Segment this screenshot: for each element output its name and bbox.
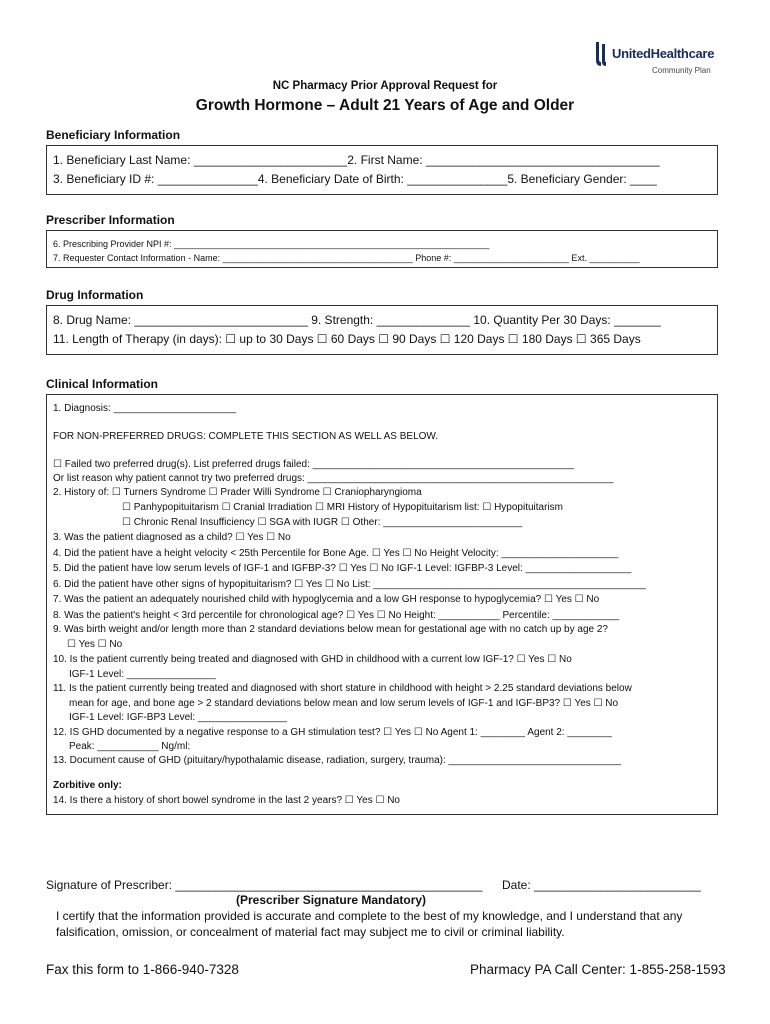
zorbitive-heading: Zorbitive only:	[53, 780, 122, 791]
clinical-q8[interactable]: 8. Was the patient's height < 3rd percentile for chronological age? ☐ Yes ☐ No Height: ___________ Percentile: ____________	[53, 610, 620, 621]
clinical-q10-igf[interactable]: IGF-1 Level: ________________	[69, 669, 216, 680]
clinical-q10[interactable]: 10. Is the patient currently being treated and diagnosed with GHD in childhood with a current low IGF-1? ☐ Yes ☐ No	[53, 654, 572, 665]
drug-box	[46, 305, 718, 355]
clinical-failed-drugs[interactable]: ☐ Failed two preferred drug(s). List preferred drugs failed: _______________________________________________	[53, 459, 575, 470]
prescriber-line-2[interactable]: 7. Requester Contact Information - Name: ______________________________________ Phone #: _______________________ Ext. __________	[53, 253, 640, 263]
clinical-q13[interactable]: 13. Document cause of GHD (pituitary/hypothalamic disease, radiation, surgery, trauma): _______________________________	[53, 755, 621, 766]
clinical-history-3[interactable]: ☐ Chronic Renal Insufficiency ☐ SGA with IUGR ☐ Other: _________________________	[122, 517, 523, 528]
clinical-q5[interactable]: 5. Did the patient have low serum levels of IGF-1 and IGFBP-3? ☐ Yes ☐ No IGF-1 Level: IGFBP-3 Level: ___________________	[53, 563, 632, 574]
clinical-q11: 11. Is the patient currently being treated and diagnosed with short stature in childhood with height > 2.25 standard deviations below	[53, 683, 632, 694]
beneficiary-line-2[interactable]: 3. Beneficiary ID #: _______________4. Beneficiary Date of Birth: _______________5. Beneficiary Gender: ____	[53, 172, 657, 186]
pa-call-center: Pharmacy PA Call Center: 1-855-258-1593	[470, 962, 726, 977]
beneficiary-box	[46, 145, 718, 195]
clinical-q14[interactable]: 14. Is there a history of short bowel syndrome in the last 2 years? ☐ Yes ☐ No	[53, 795, 400, 806]
clinical-nonpreferred-note: FOR NON-PREFERRED DRUGS: COMPLETE THIS SECTION AS WELL AS BELOW.	[53, 431, 439, 442]
clinical-q9: 9. Was birth weight and/or length more than 2 standard deviations below mean for gestational age with no catch up by age 2?	[53, 624, 608, 635]
signature-date-field[interactable]: Date: _________________________	[502, 878, 701, 892]
drug-line-1[interactable]: 8. Drug Name: __________________________ 9. Strength: ______________ 10. Quantity Per 30 Days: _______	[53, 313, 661, 327]
prescriber-heading: Prescriber Information	[46, 213, 175, 227]
form-subtitle: NC Pharmacy Prior Approval Request for	[272, 80, 498, 92]
clinical-history[interactable]: 2. History of: ☐ Turners Syndrome ☐ Prader Willi Syndrome ☐ Craniopharyngioma	[53, 487, 422, 498]
clinical-q12[interactable]: 12. IS GHD documented by a negative response to a GH stimulation test? ☐ Yes ☐ No Agent 1: ________ Agent 2: ________	[53, 727, 612, 738]
prescriber-box	[46, 230, 718, 268]
prescriber-signature-field[interactable]: Signature of Prescriber: ______________________________________________	[46, 878, 483, 892]
clinical-diagnosis[interactable]: 1. Diagnosis: ______________________	[53, 403, 236, 414]
unitedhealthcare-logo	[594, 40, 734, 80]
clinical-heading: Clinical Information	[46, 377, 159, 391]
clinical-reason[interactable]: Or list reason why patient cannot try two preferred drugs: _______________________________________________________	[53, 473, 614, 484]
clinical-q12-peak[interactable]: Peak: ___________ Ng/ml:	[69, 741, 191, 752]
clinical-q4[interactable]: 4. Did the patient have a height velocity < 25th Percentile for Bone Age. ☐ Yes ☐ No Height Velocity: _____________________	[53, 548, 619, 559]
logo-subtitle: Community Plan	[652, 66, 711, 75]
beneficiary-line-1[interactable]: 1. Beneficiary Last Name: _______________________2. First Name: ___________________________________	[53, 153, 660, 167]
clinical-q11-2[interactable]: mean for age, and bone age > 2 standard deviations below mean and low serum levels of IGF-1 and IGF-BP3? ☐ Yes ☐ No	[69, 698, 619, 709]
beneficiary-heading: Beneficiary Information	[46, 128, 181, 142]
clinical-q7[interactable]: 7. Was the patient an adequately nourished child with hypoglycemia and a low GH response to hypoglycemia? ☐ Yes ☐ No	[53, 594, 600, 605]
drug-heading: Drug Information	[46, 288, 144, 302]
signature-mandatory-note: (Prescriber Signature Mandatory)	[236, 893, 427, 907]
clinical-q3[interactable]: 3. Was the patient diagnosed as a child? ☐ Yes ☐ No	[53, 532, 291, 543]
form-title: Growth Hormone – Adult 21 Years of Age and Older	[195, 97, 575, 114]
certification-text: I certify that the information provided is accurate and complete to the best of my knowledge, and I understand that any falsification, omission, or concealment of material fact may subject me to civil or criminal liability.	[56, 909, 683, 939]
drug-line-2[interactable]: 11. Length of Therapy (in days): ☐ up to 30 Days ☐ 60 Days ☐ 90 Days ☐ 120 Days ☐ 180 Days ☐ 365 Days	[53, 332, 641, 346]
clinical-history-2[interactable]: ☐ Panhypopituitarism ☐ Cranial Irradiation ☐ MRI History of Hypopituitarism list: ☐ Hypopituitarism	[122, 502, 563, 513]
clinical-q11-levels[interactable]: IGF-1 Level: IGF-BP3 Level: ________________	[69, 712, 287, 723]
fax-number: Fax this form to 1-866-940-7328	[46, 962, 239, 977]
prescriber-line-1[interactable]: 6. Prescribing Provider NPI #: _______________________________________________________________	[53, 239, 490, 249]
logo-name: UnitedHealthcare	[612, 46, 715, 61]
clinical-q9-answer[interactable]: ☐ Yes ☐ No	[67, 639, 123, 650]
logo-mark-icon	[594, 40, 608, 68]
clinical-q6[interactable]: 6. Did the patient have other signs of hypopituitarism? ☐ Yes ☐ No List: _________________________________________________	[53, 579, 646, 590]
clinical-box	[46, 394, 718, 815]
